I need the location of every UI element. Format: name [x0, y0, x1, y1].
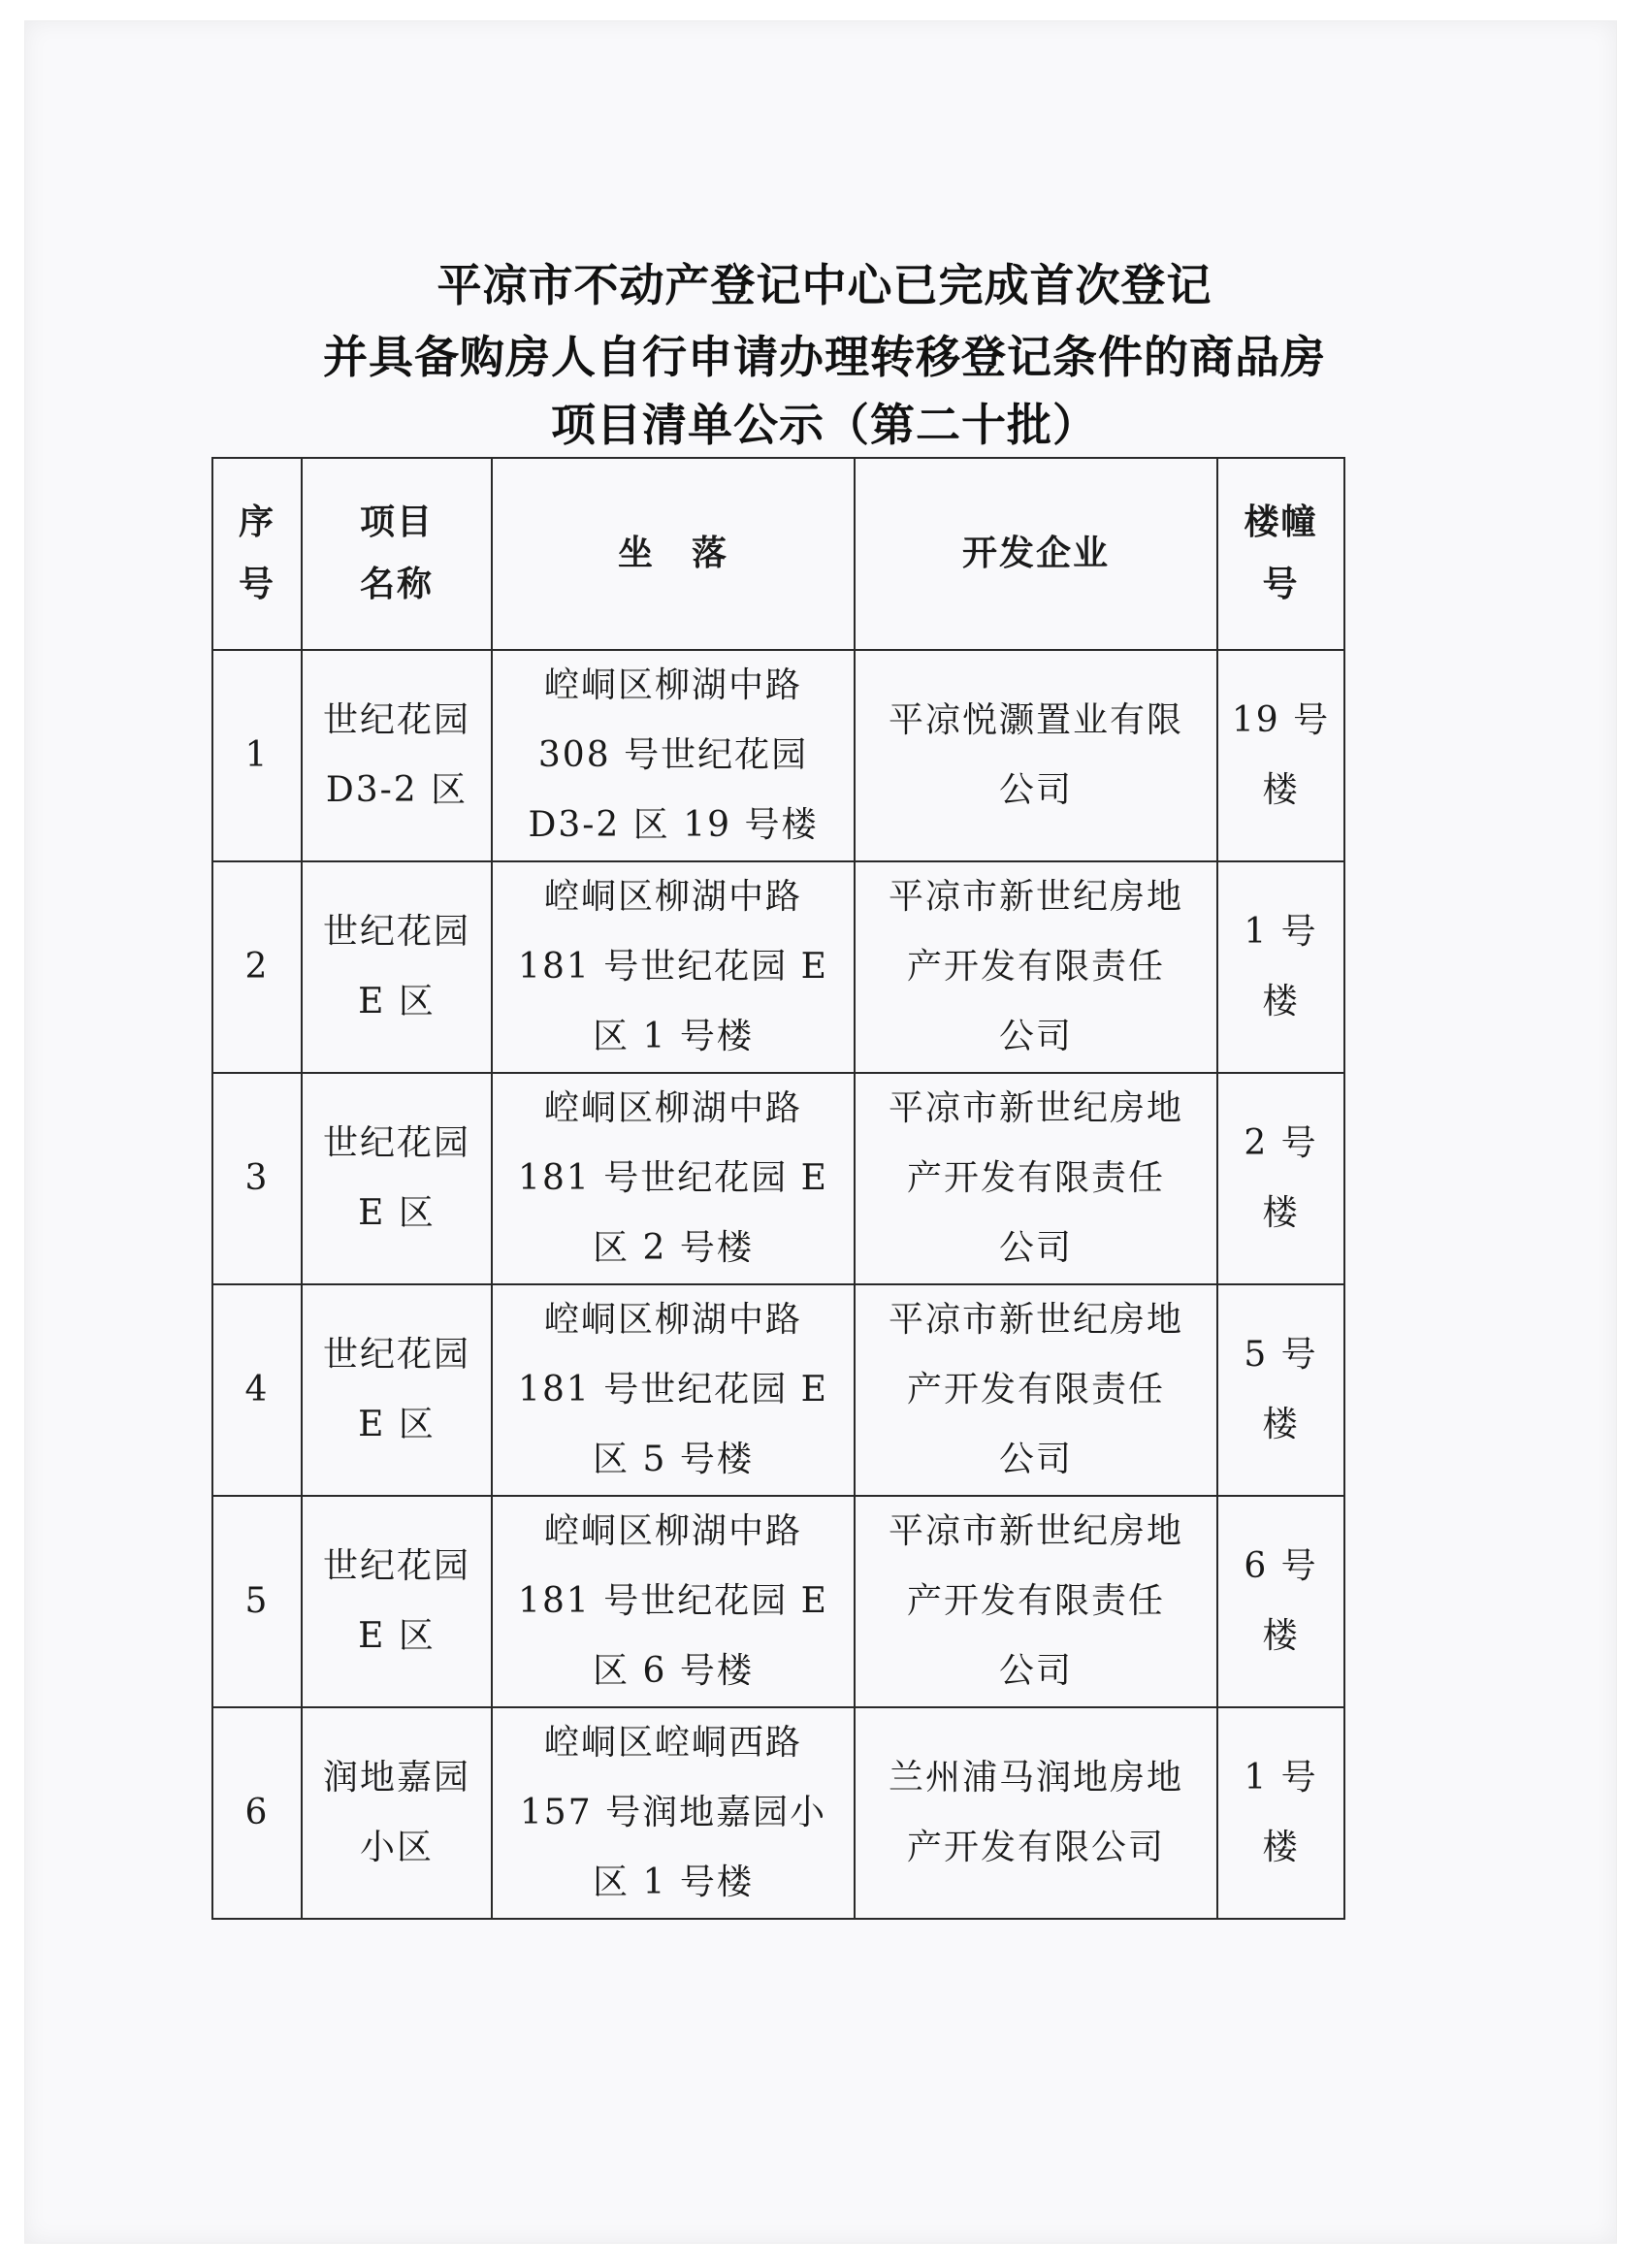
header-developer: 开发企业 — [855, 458, 1217, 650]
header-project-name: 项目 名称 — [302, 458, 492, 650]
cell-project-name: 世纪花园 E 区 — [302, 1073, 492, 1284]
cell-developer: 平凉市新世纪房地 产开发有限责任 公司 — [855, 1073, 1217, 1284]
cell-developer: 平凉悦灏置业有限 公司 — [855, 650, 1217, 861]
cell-seq: 5 — [212, 1496, 302, 1707]
cell-location: 崆峒区柳湖中路 181 号世纪花园 E 区 6 号楼 — [492, 1496, 855, 1707]
title-line-2: 并具备购房人自行申请办理转移登记条件的商品房 — [323, 331, 1326, 383]
cell-location: 崆峒区柳湖中路 181 号世纪花园 E 区 2 号楼 — [492, 1073, 855, 1284]
table-row — [212, 1284, 1344, 1496]
cell-developer: 平凉市新世纪房地 产开发有限责任 公司 — [855, 861, 1217, 1073]
header-seq: 序 号 — [212, 458, 302, 650]
cell-location: 崆峒区柳湖中路 308 号世纪花园 D3-2 区 19 号楼 — [492, 650, 855, 861]
table-row — [212, 1707, 1344, 1919]
cell-project-name: 润地嘉园 小区 — [302, 1707, 492, 1919]
cell-seq: 2 — [212, 861, 302, 1073]
table-row — [212, 1073, 1344, 1284]
table-row — [212, 861, 1344, 1073]
cell-project-name: 世纪花园 E 区 — [302, 1284, 492, 1496]
project-listing-table — [211, 457, 1345, 1920]
cell-developer: 平凉市新世纪房地 产开发有限责任 公司 — [855, 1496, 1217, 1707]
cell-building-no: 2 号 楼 — [1217, 1073, 1344, 1284]
cell-seq: 3 — [212, 1073, 302, 1284]
cell-developer: 平凉市新世纪房地 产开发有限责任 公司 — [855, 1284, 1217, 1496]
title-line-1: 平凉市不动产登记中心已完成首次登记 — [436, 259, 1212, 311]
cell-building-no: 1 号 楼 — [1217, 1707, 1344, 1919]
cell-project-name: 世纪花园 E 区 — [302, 861, 492, 1073]
cell-building-no: 19 号 楼 — [1217, 650, 1344, 861]
cell-location: 崆峒区柳湖中路 181 号世纪花园 E 区 1 号楼 — [492, 861, 855, 1073]
cell-location: 崆峒区柳湖中路 181 号世纪花园 E 区 5 号楼 — [492, 1284, 855, 1496]
cell-developer: 兰州浦马润地房地 产开发有限公司 — [855, 1707, 1217, 1919]
cell-seq: 1 — [212, 650, 302, 861]
cell-building-no: 6 号 楼 — [1217, 1496, 1344, 1707]
table-header-row — [212, 458, 1344, 650]
table-row — [212, 650, 1344, 861]
cell-building-no: 5 号 楼 — [1217, 1284, 1344, 1496]
cell-project-name: 世纪花园 D3-2 区 — [302, 650, 492, 861]
header-location: 坐 落 — [492, 458, 855, 650]
cell-building-no: 1 号 楼 — [1217, 861, 1344, 1073]
title-line-3: 项目清单公示（第二十批） — [551, 399, 1098, 451]
cell-seq: 4 — [212, 1284, 302, 1496]
cell-seq: 6 — [212, 1707, 302, 1919]
cell-project-name: 世纪花园 E 区 — [302, 1496, 492, 1707]
table-row — [212, 1496, 1344, 1707]
header-building-no: 楼幢 号 — [1217, 458, 1344, 650]
cell-location: 崆峒区崆峒西路 157 号润地嘉园小 区 1 号楼 — [492, 1707, 855, 1919]
